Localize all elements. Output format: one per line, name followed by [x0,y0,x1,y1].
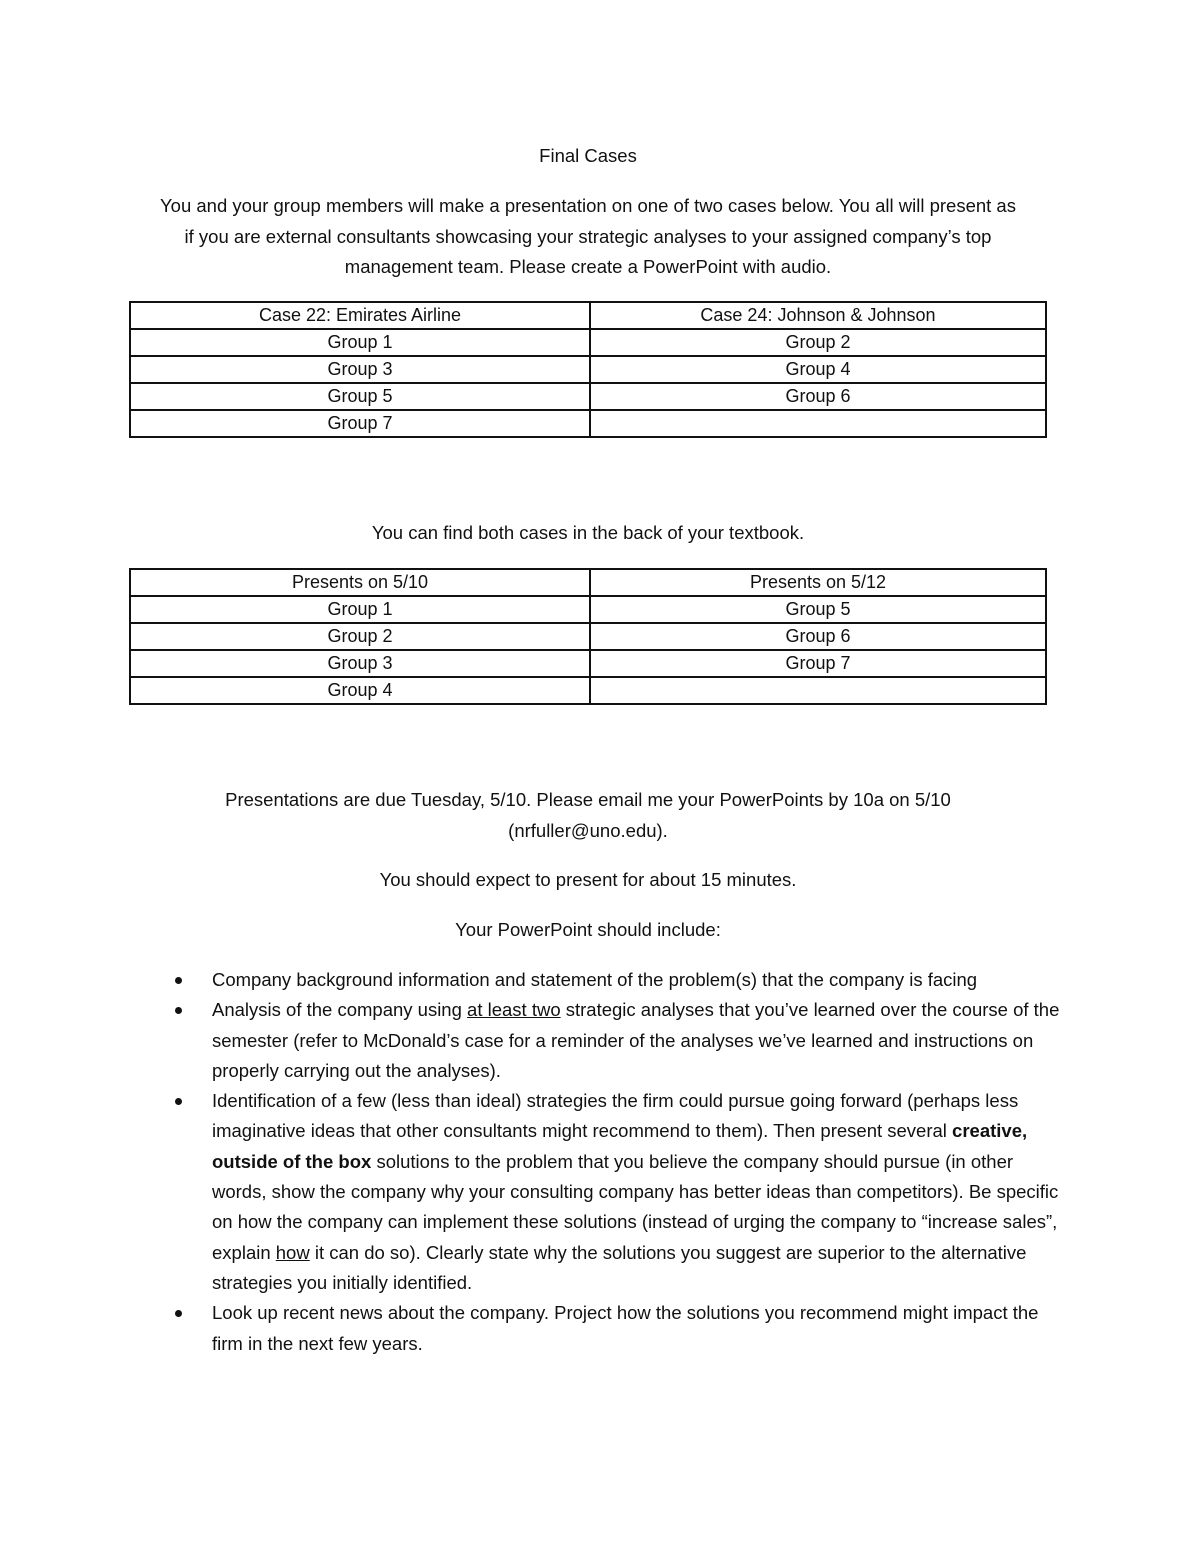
table-cell: Group 6 [590,623,1046,650]
requirements-list [130,965,1070,1359]
list-item [130,965,1070,995]
table-cell: Group 2 [130,623,590,650]
table-header-row [130,302,1046,329]
page-title: Final Cases [539,145,637,166]
table-cell: Group 3 [130,356,590,383]
table-cell: Group 7 [130,410,590,437]
list-item [130,995,1070,1086]
table-cell: Group 1 [130,329,590,356]
include-heading: Your PowerPoint should include: [455,919,721,940]
list-item [130,1298,1070,1359]
underlined-text: how [275,1241,310,1263]
table-header-cell: Case 24: Johnson & Johnson [590,302,1046,329]
table-cell: Group 5 [590,596,1046,623]
table-cell: Group 3 [130,650,590,677]
bullet-icon [175,977,182,984]
expect-note: You should expect to present for about 15 minutes. [379,869,797,890]
bold-text: creative, outside of the box [212,1120,1028,1172]
table-cell: Group 5 [130,383,590,410]
table-cell [590,410,1046,437]
bullet-icon [175,1310,182,1317]
table-header-cell: Case 22: Emirates Airline [130,302,590,329]
due-paragraph [130,785,1046,846]
bullet-text: Analysis of the company using [212,999,468,1021]
bullet-icon [175,1098,182,1105]
table-header-row [130,569,1046,596]
table-cell: Group 4 [130,677,590,704]
intro-line-2: if you are external consultants showcasing your strategic analyses to your assigned company’s top [184,225,992,247]
table-row [130,650,1046,677]
table-cell: Group 4 [590,356,1046,383]
due-line-1: Presentations are due Tuesday, 5/10. Please email me your PowerPoints by 10a on 5/10 [225,789,951,810]
find-cases-note: You can find both cases in the back of your textbook. [371,522,805,543]
bullet-icon [175,1007,182,1014]
table-row [130,329,1046,356]
intro-paragraph [130,191,1046,283]
cases-table [129,301,1047,438]
table-cell: Group 2 [590,329,1046,356]
table-row [130,410,1046,437]
bullet-text: Company background information and statement of the problem(s) that the company is facing [212,969,978,990]
due-line-2: (nrfuller@uno.edu). [508,819,668,841]
table-header-cell: Presents on 5/12 [590,569,1046,596]
table-cell: Group 7 [590,650,1046,677]
table-row [130,596,1046,623]
bullet-text: Identification of a few (less than ideal) strategies the firm could pursue going forward (perhaps less imaginative ideas that other consultants might recommend to them). Then present several [212,1090,1019,1142]
table-row [130,383,1046,410]
dates-table [129,568,1047,705]
underlined-text: at least two [467,999,561,1021]
intro-line-1: You and your group members will make a presentation on one of two cases below. You all will present as [160,195,1016,216]
bullet-text: it can do so). Clearly state why the solutions you suggest are superior to the alternative strategies you initially identified. [212,1241,1027,1293]
intro-line-3: management team. Please create a PowerPoint with audio. [344,256,832,277]
table-header-cell: Presents on 5/10 [130,569,590,596]
table-row [130,677,1046,704]
table-cell [590,677,1046,704]
bullet-text: Look up recent news about the company. Project how the solutions you recommend might impact the firm in the next few years. [212,1302,1039,1354]
list-item [130,1086,1070,1298]
bullet-text: solutions to the problem that you believe the company should pursue (in other words, show the company why your consulting company has better ideas than competitors). Be specific on how the company can implement these solutions (instead of urging the company to “increase sales”, explain [212,1150,1059,1263]
table-row [130,356,1046,383]
bullet-text: strategic analyses that you’ve learned over the course of the semester (refer to McDonald’s case for a reminder of the analyses we’ve learned and instructions on properly carrying out the analyses). [212,999,1060,1081]
table-row [130,623,1046,650]
table-cell: Group 1 [130,596,590,623]
table-cell: Group 6 [590,383,1046,410]
